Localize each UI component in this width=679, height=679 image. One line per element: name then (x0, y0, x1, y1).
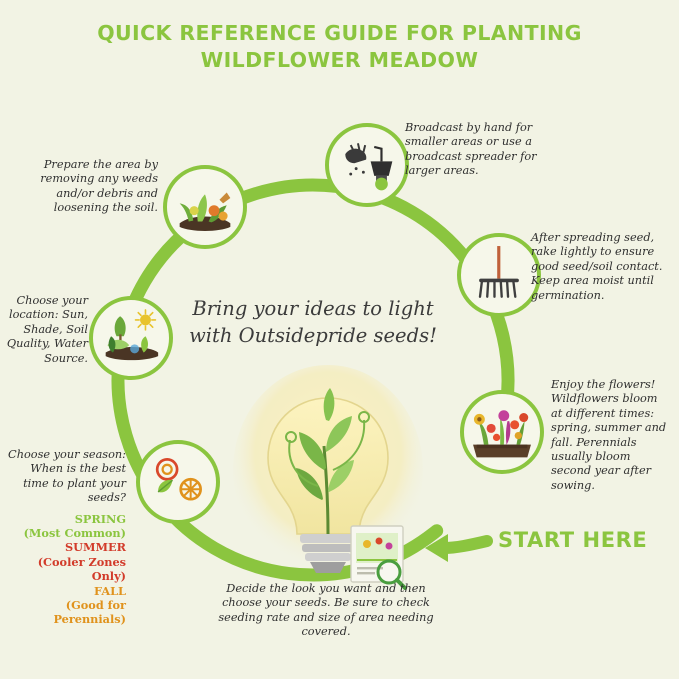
title-line-1: QUICK REFERENCE GUIDE FOR PLANTING (97, 21, 582, 45)
season-fall-note: (Good for Perennials) (53, 598, 126, 627)
title-line-2: WILDFLOWER MEADOW (200, 48, 479, 72)
slogan-line-1: Bring your ideas to light (192, 297, 434, 320)
caption-broadcast-seed: Broadcast by hand for smaller areas or use a broadcast spreader for larger areas. (405, 121, 537, 178)
seasons-icon (140, 444, 216, 520)
slogan-line-2: with Outsidepride seeds! (189, 324, 437, 347)
soil-weeds-icon (167, 169, 243, 245)
season-fall-name: FALL (93, 583, 126, 598)
step-node-prepare-area[interactable] (163, 165, 247, 249)
caption-decide-look: Decide the look you want and then choose your seeds. Be sure to check seeding rate and size of area needing covered. (218, 582, 434, 639)
caption-choose-season-text: Choose your season: When is the best time to plant your seeds? (8, 448, 126, 505)
caption-prepare-area: Prepare the area by removing any weeds and/or debris and loosening the soil. (40, 158, 158, 215)
caption-enjoy-flowers: Enjoy the flowers! Wildflowers bloom at different times: spring, summer and fall. Perennials usually bloom second year after sowing. (551, 378, 667, 492)
slogan (148, 295, 478, 349)
caption-choose-season (8, 448, 126, 627)
step-node-enjoy-flowers[interactable] (460, 390, 544, 474)
season-spring-name: SPRING (74, 511, 126, 526)
step-node-broadcast-seed[interactable] (325, 123, 409, 207)
seed-packet-icon (345, 520, 415, 590)
caption-rake-lightly: After spreading seed, rake lightly to ensure good seed/soil contact. Keep area moist until germination. (531, 231, 663, 302)
caption-choose-location: Choose your location: Sun, Shade, Soil Quality, Water Source. (6, 294, 88, 365)
hand-spreader-icon (329, 127, 405, 203)
step-node-choose-season[interactable] (136, 440, 220, 524)
season-summer-name: SUMMER (64, 540, 126, 555)
season-spring-note: (Most Common) (23, 526, 126, 541)
flower-bed-icon (464, 394, 540, 470)
step-node-decide-look[interactable] (345, 520, 415, 590)
season-summer-note: (Cooler Zones Only) (37, 554, 126, 584)
start-here-label: START HERE (498, 528, 648, 552)
